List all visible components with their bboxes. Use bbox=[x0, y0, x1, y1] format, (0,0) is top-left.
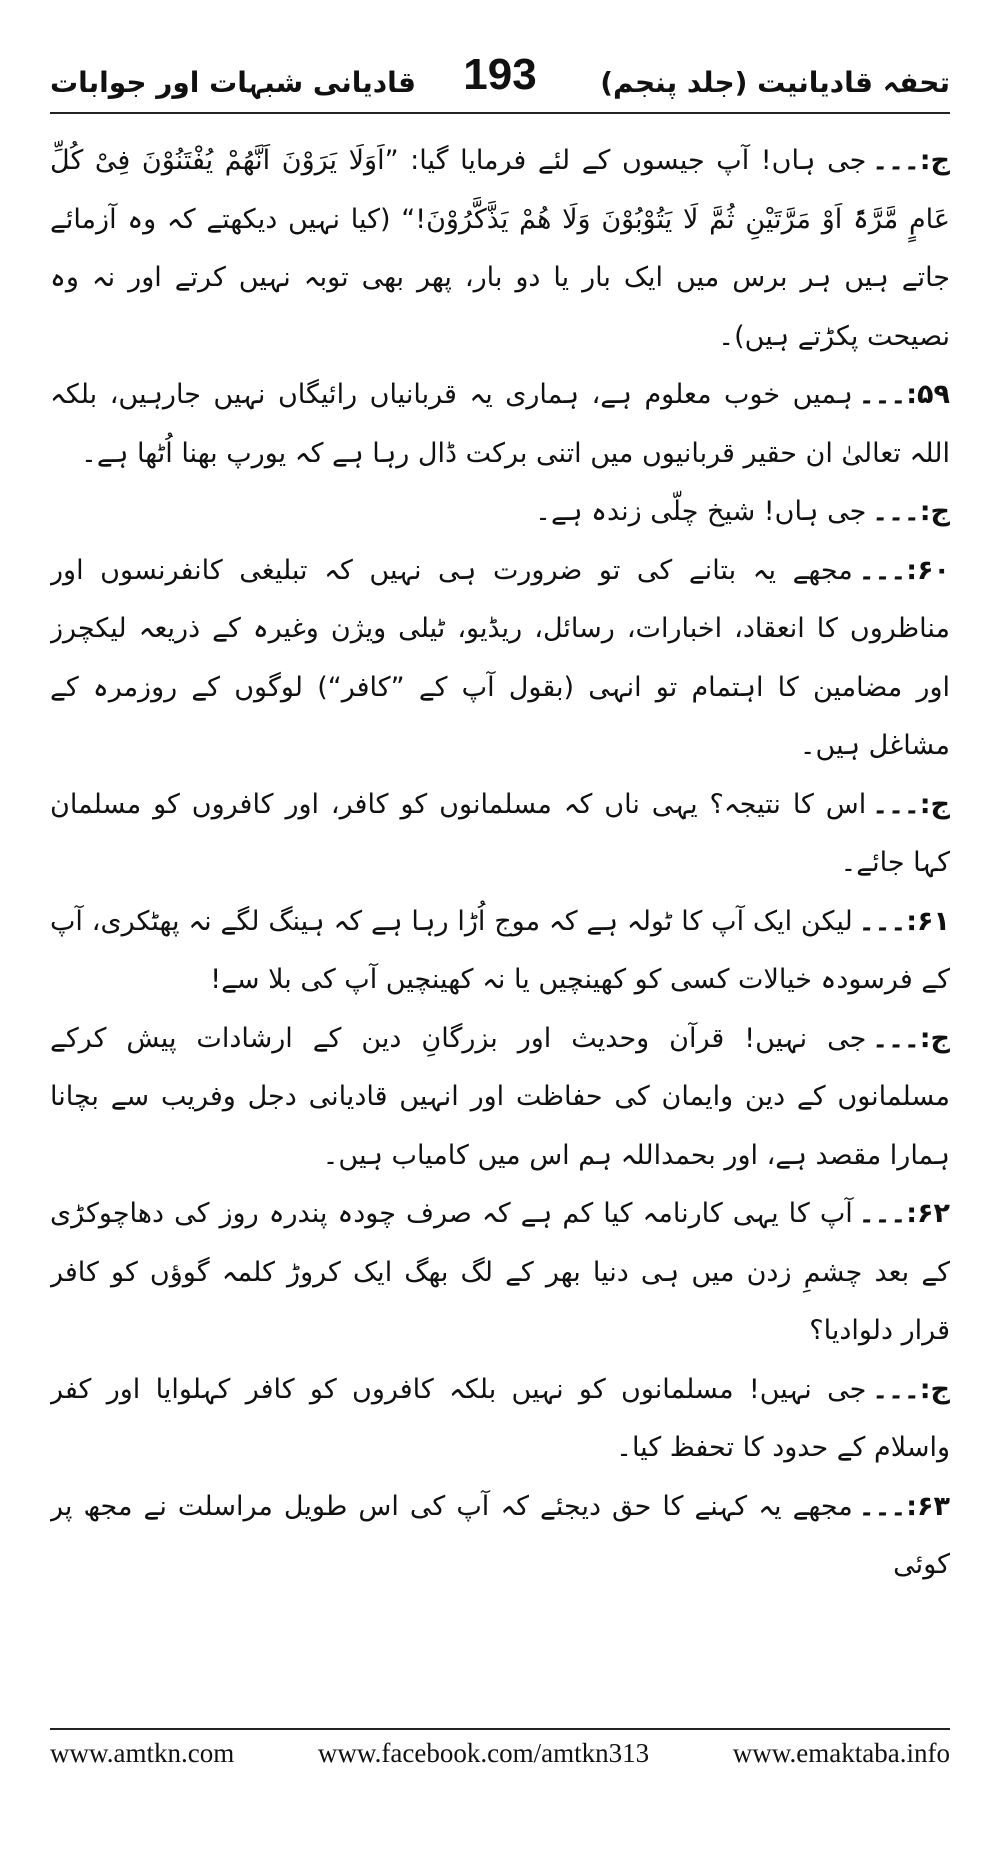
page-footer bbox=[50, 1738, 950, 1769]
paragraph-text: لیکن ایک آپ کا ٹولہ ہے کہ موج اُڑا رہا ہے کہ ہینگ لگے نہ پھٹکری، آپ کے فرسودہ خیالات کسی کو کھینچیں یا نہ کھینچیں آپ کی بلا سے! bbox=[50, 905, 950, 995]
paragraph-text: جی نہیں! مسلمانوں کو نہیں بلکہ کافروں کو کافر کہلوایا اور کفر واسلام کے حدود کا تحفظ کیا۔ bbox=[50, 1373, 950, 1463]
paragraph-marker: ۶۳:۔۔۔ bbox=[858, 1490, 950, 1522]
paragraph-text: مجھے یہ بتانے کی تو ضرورت ہی نہیں کہ تبلیغی کانفرنسوں اور مناظروں کا انعقاد، اخبارات، رسائل، ریڈیو، ٹیلی ویژن وغیرہ کے ذریعہ لیکچرز اور مضامین کا اہتمام تو انہی (بقول آپ کے ”کافر“) لوگوں کے روزمرہ کے مشاغل ہیں۔ bbox=[50, 554, 950, 761]
paragraph-question-63 bbox=[50, 1478, 950, 1595]
paragraph-marker: ۶۲:۔۔۔ bbox=[858, 1198, 950, 1229]
paragraph-text: جی ہاں! شیخ چلّی زندہ ہے۔ bbox=[535, 496, 867, 527]
footer-link-amtkn[interactable]: www.amtkn.com bbox=[50, 1738, 235, 1768]
footer-link-emaktaba[interactable]: www.emaktaba.info bbox=[732, 1738, 950, 1768]
page-header bbox=[50, 40, 950, 112]
paragraph-text: جی ہاں! آپ جیسوں کے لئے فرمایا گیا: ”اَوَلَا یَرَوْنَ اَنَّھُمْ یُفْتَنُوْنَ فِیْ کُلِّ عَامٍ مَّرَّۃً اَوْ مَرَّتَیْنِ ثُمَّ لَا یَتُوْبُوْنَ وَلَا ھُمْ یَذَّکَّرُوْنَ!“ (کیا نہیں دیکھتے کہ وہ آزمائے جاتے ہیں ہر برس میں ایک بار یا دو بار، پھر بھی توبہ نہیں کرتے اور نہ وہ نصیحت پکڑتے ہیں)۔ bbox=[50, 145, 950, 352]
paragraph-question-61 bbox=[50, 893, 950, 1010]
paragraph-marker: ج:۔۔۔ bbox=[872, 788, 950, 820]
paragraph-marker: ۶۱:۔۔۔ bbox=[858, 905, 950, 937]
paragraph-text: آپ کا یہی کارنامہ کیا کم ہے کہ صرف چودہ پندرہ روز کی دھاچوکڑی کے بعد چشمِ زدن میں ہی دنیا بھر کے لگ بھگ ایک کروڑ کلمہ گوؤں کو کافر قرار دلوادیا؟ bbox=[50, 1198, 950, 1346]
paragraph-question-59 bbox=[50, 366, 950, 483]
document-page bbox=[50, 40, 950, 1810]
paragraph-marker: ۶۰:۔۔۔ bbox=[858, 554, 950, 586]
footer-link-facebook[interactable]: www.facebook.com/amtkn313 bbox=[317, 1738, 650, 1768]
book-title: تحفہ قادیانیت (جلد پنجم) bbox=[600, 66, 950, 99]
paragraph-answer bbox=[50, 776, 950, 893]
paragraph-marker: ج:۔۔۔ bbox=[872, 1022, 950, 1054]
paragraph-answer bbox=[50, 1361, 950, 1478]
paragraph-answer bbox=[50, 1010, 950, 1186]
page-number: 193 bbox=[463, 50, 537, 99]
paragraph-text: مجھے یہ کہنے کا حق دیجئے کہ آپ کی اس طویل مراسلت نے مجھ پر کوئی bbox=[50, 1490, 950, 1580]
paragraph-marker: ج:۔۔۔ bbox=[872, 496, 950, 527]
paragraph-marker: ۵۹:۔۔۔ bbox=[858, 379, 950, 410]
paragraph-text: اس کا نتیجہ؟ یہی ناں کہ مسلمانوں کو کافر، اور کافروں کو مسلمان کہا جائے۔ bbox=[50, 788, 950, 878]
paragraph-marker: ج:۔۔۔ bbox=[872, 1373, 950, 1405]
paragraph-answer bbox=[50, 132, 950, 366]
paragraph-answer bbox=[50, 483, 950, 542]
page-body bbox=[50, 114, 950, 1702]
footer-divider bbox=[50, 1728, 950, 1730]
paragraph-text: ہمیں خوب معلوم ہے، ہماری یہ قربانیاں رائیگاں نہیں جارہیں، بلکہ اللہ تعالیٰ ان حقیر قربانیوں میں اتنی برکت ڈال رہا ہے کہ یورپ بھنا اُٹھا ہے۔ bbox=[50, 379, 950, 469]
paragraph-question-62 bbox=[50, 1185, 950, 1361]
paragraph-question-60 bbox=[50, 542, 950, 776]
paragraph-text: جی نہیں! قرآن وحدیث اور بزرگانِ دین کے ارشادات پیش کرکے مسلمانوں کے دین وایمان کی حفاظت اور انہیں قادیانی دجل وفریب سے بچانا ہمارا مقصد ہے، اور بحمداللہ ہم اس میں کامیاب ہیں۔ bbox=[50, 1022, 950, 1171]
chapter-title: قادیانی شبہات اور جوابات bbox=[50, 66, 416, 99]
paragraph-marker: ج:۔۔۔ bbox=[872, 145, 950, 176]
